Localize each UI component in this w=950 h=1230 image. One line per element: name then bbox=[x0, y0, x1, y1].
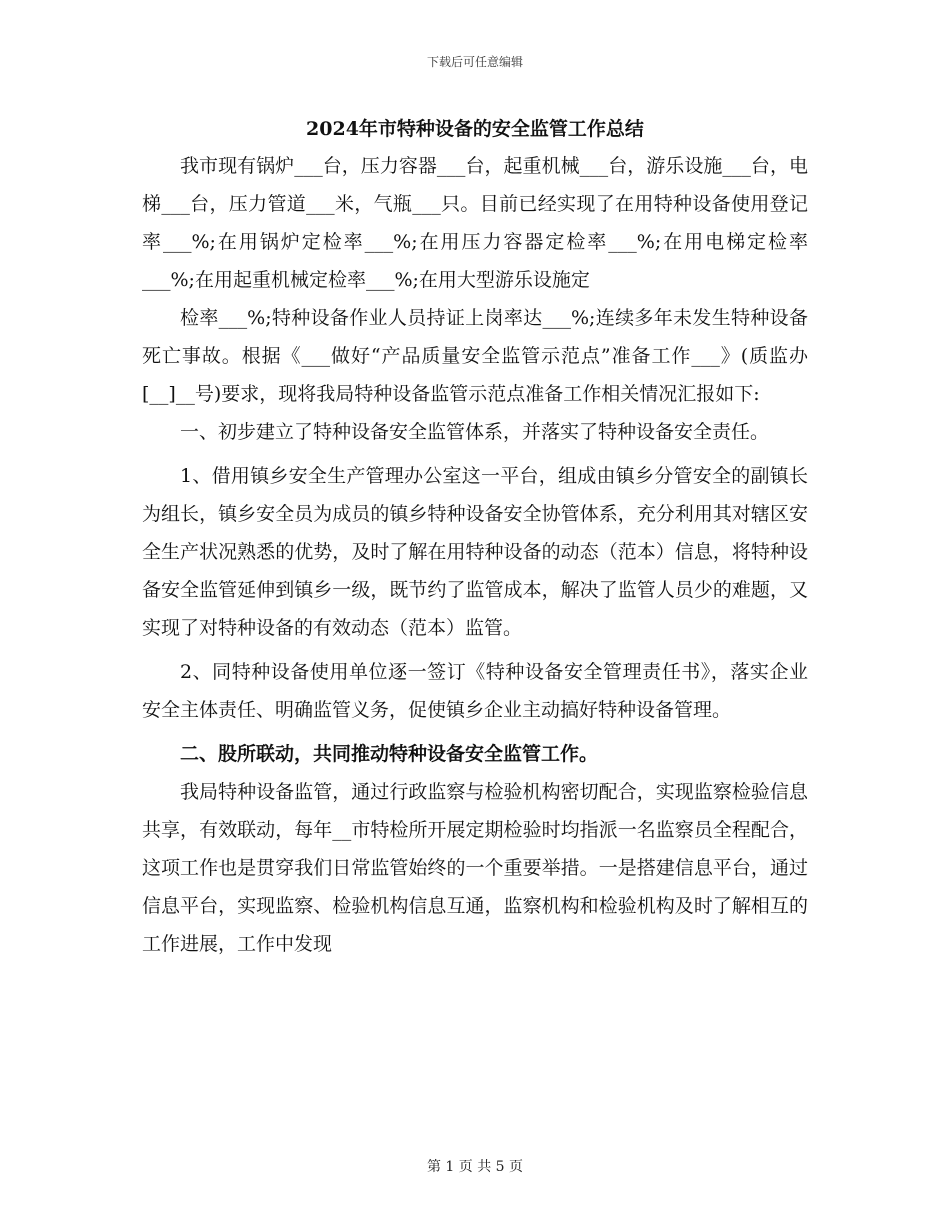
page-number: 第 1 页 共 5 页 bbox=[426, 1159, 524, 1175]
paragraph-equipment-counts: 我市现有锅炉___台，压力容器___台，起重机械___台，游乐设施___台，电梯___台，压力管道___米，气瓶___只。目前已经实现了在用特种设备使用登记率___%;在用锅炉定检率___%;在用压力容器定检率___%;在用电梯定检率___%;在用起重机械定检率___%;在用大型游乐设施定 bbox=[142, 155, 808, 291]
section-heading-2: 二、股所联动，共同推动特种设备安全监管工作。 bbox=[180, 743, 599, 765]
paragraph-item-1: 1、借用镇乡安全生产管理办公室这一平台，组成由镇乡分管安全的副镇长为组长，镇乡安全员为成员的镇乡特种设备安全协管体系，充分利用其对辖区安全生产状况熟悉的优势，及时了解在用特种设备的动态（范本）信息，将特种设备安全监管延伸到镇乡一级，既节约了监管成本，解决了监管人员少的难题，又实现了对特种设备的有效动态（范本）监管。 bbox=[142, 465, 808, 639]
paragraph-item-2: 2、同特种设备使用单位逐一签订《特种设备安全管理责任书》，落实企业安全主体责任、明确监管义务，促使镇乡企业主动搞好特种设备管理。 bbox=[142, 661, 808, 721]
header-note: 下载后可任意编辑 bbox=[426, 55, 523, 69]
document-body bbox=[142, 147, 808, 963]
paragraph-linkage: 我局特种设备监管，通过行政监察与检验机构密切配合，实现监察检验信息共享，有效联动，每年__市特检所开展定期检验时均指派一名监察员全程配合，这项工作也是贯穿我们日常监管始终的一个重要举措。一是搭建信息平台，通过信息平台，实现监察、检验机构信息互通，监察机构和检验机构及时了解相互的工作进展，工作中发现 bbox=[142, 781, 808, 955]
paragraph-inspection-rates: 检率___%;特种设备作业人员持证上岗率达___%;连续多年未发生特种设备死亡事故。根据《___做好“产品质量安全监管示范点”准备工作___》(质监办[__]__号)要求，现将我局特种设备监管示范点准备工作相关情况汇报如下: bbox=[142, 307, 808, 405]
document-title: 2024年市特种设备的安全监管工作总结 bbox=[306, 118, 644, 140]
section-heading-1: 一、初步建立了特种设备安全监管体系，并落实了特种设备安全责任。 bbox=[180, 421, 770, 443]
